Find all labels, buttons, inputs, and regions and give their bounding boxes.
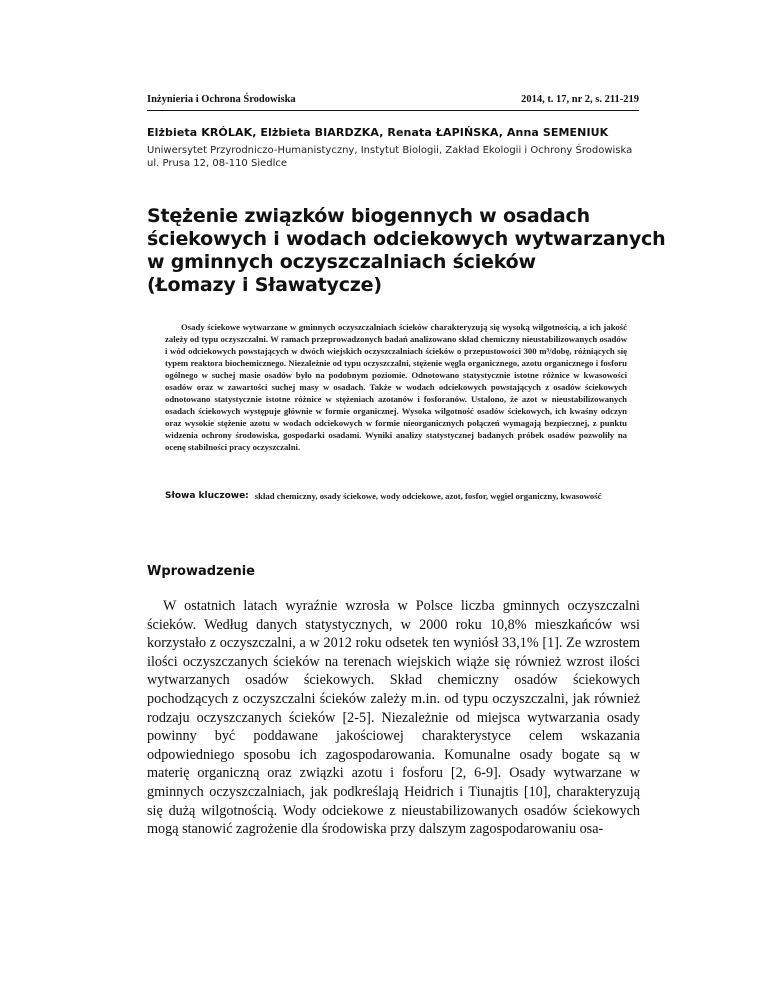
abstract: Osady ściekowe wytwarzane w gminnych oczyszczalniach ścieków charakteryzują się wysoką wilgotnością, a ich jakość zależy od typu oczyszczalni. W ramach przeprowadzonych badań analizowano skład chemiczny nieustabilizowanych osadów i wód odciekowych powstających w dwóch wiejskich oczyszczalniach ścieków o przepustowości 300 m³/dobę, różniących się typem reaktora biochemicznego. Niezależnie od typu oczyszczalni, stężenie węgla organicznego, azotu organicznego i fosforu ogólnego w suchej masie osadów było na podobnym poziomie. Odnotowano statystycznie istotne różnice w kwasowości osadów oraz w zawartości suchej masy w osadach. Także w wodach odciekowych powstających z osadów ściekowych odnotowano statystycznie istotne różnice w stężeniach azotanów i fosforanów. Ustalono, że azot w nieustabilizowanych osadach ściekowych występuje głównie w formie organicznej. Wysoka wilgotność osadów ściekowych, ich kwaśny odczyn oraz wysokie stężenie azotu w wodach odciekowych w formie nieorganicznych połączeń wymagają bezpiecznej, z punktu widzenia ochrony środowiska, gospodarki osadami. Wyniki analizy statystycznej badanych próbek osadów pozwoliły na ocenę stabilności pracy oczyszczalni. <box>165 322 627 452</box>
keywords-label: Słowa kluczowe: <box>165 491 249 501</box>
citation: 2014, t. 17, nr 2, s. 211-219 <box>521 94 639 105</box>
title-line: ściekowych i wodach odciekowych wytwarzanych <box>147 228 666 250</box>
title-line: (Łomazy i Sławatycze) <box>147 274 382 296</box>
journal-name: Inżynieria i Ochrona Środowiska <box>147 94 296 105</box>
running-header <box>147 94 639 105</box>
body-paragraph: W ostatnich latach wyraźnie wzrosła w Polsce liczba gminnych oczyszczalni ścieków. Według danych statystycznych, w 2000 roku 10,8% mieszkańców wsi korzystało z oczyszczalni, a w 2012 roku odsetek ten wyniósł 33,1% [1]. Ze wzrostem ilości oczyszczanych ścieków na terenach wiejskich wiąże się również wzrost ilości wytwarzanych osadów ściekowych. Skład chemiczny osadów ściekowych pochodzących z oczyszczalni ścieków zależy m.in. od typu oczyszczalni, jak również rodzaju oczyszczanych ścieków [2-5]. Niezależnie od miejsca wytwarzania osady powinny być poddawane jakościowej charakterystyce celem wskazania odpowiedniego sposobu ich zagospodarowania. Komunalne osady bogate są w materię organiczną oraz związki azotu i fosforu [2, 6-9]. Osady wytwarzane w gminnych oczyszczalniach, jak podkreślają Heidrich i Tiunajtis [10], charakteryzują się dużą wilgotnością. Wody odciekowe z nieustabilizowanych osadów ściekowych mogą stanowić zagrożenie dla środowiska przy dalszym zagospodarowaniu osa- <box>147 598 640 838</box>
address-line: ul. Prusa 12, 08-110 Siedlce <box>147 158 288 169</box>
keywords <box>165 490 627 502</box>
section-heading: Wprowadzenie <box>147 564 255 579</box>
title-line: Stężenie związków biogennych w osadach <box>147 205 590 227</box>
paper-title <box>147 205 707 297</box>
title-line: w gminnych oczyszczalniach ścieków <box>147 251 536 273</box>
header-divider <box>147 110 639 111</box>
affiliation-line: Uniwersytet Przyrodniczo-Humanistyczny, Instytut Biologii, Zakład Ekologii i Ochrony Środowiska <box>147 145 633 156</box>
affiliation <box>147 144 647 170</box>
authors: Elżbieta KRÓLAK, Elżbieta BIARDZKA, Renata ŁAPIŃSKA, Anna SEMENIUK <box>147 126 609 139</box>
keywords-text: skład chemiczny, osady ściekowe, wody odciekowe, azot, fosfor, węgiel organiczny, kwasowość <box>254 491 602 501</box>
